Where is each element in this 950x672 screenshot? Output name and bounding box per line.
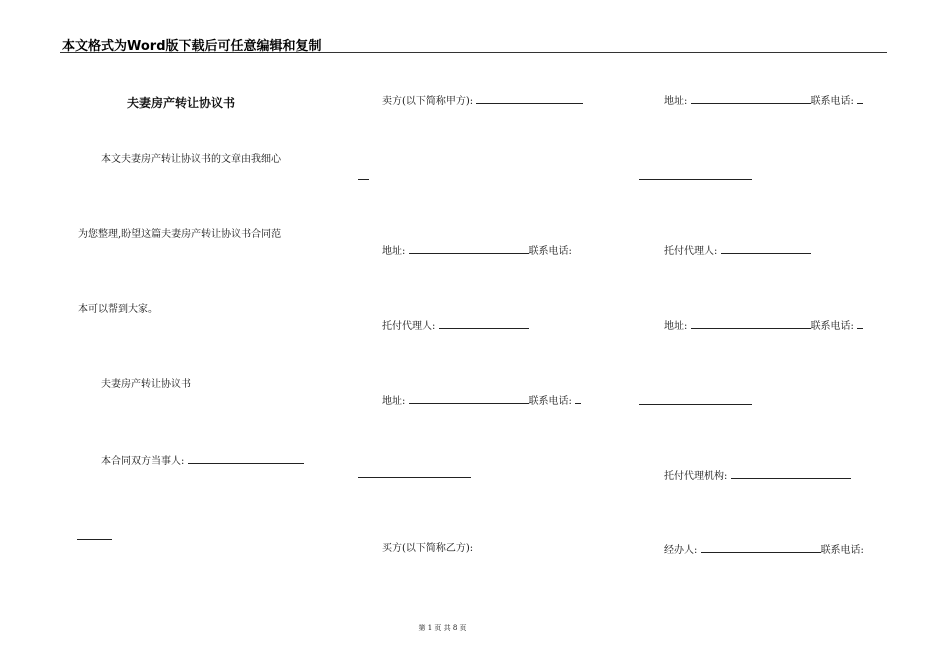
parties-blank-continued	[77, 539, 112, 540]
buyer-label: 买方(以下简称乙方):	[382, 543, 474, 554]
address-label: 地址:	[664, 321, 688, 332]
handler-phone-label: 联系电话:	[820, 545, 864, 556]
address-blank	[691, 319, 811, 329]
seller-agent-line	[382, 319, 529, 333]
phone-blank	[575, 394, 581, 404]
agent-blank	[721, 244, 811, 254]
col3-agent-line	[664, 244, 811, 258]
header-text: 本文格式为Word版下载后可任意编辑和复制	[62, 39, 322, 54]
seller-blank-continued	[358, 179, 369, 180]
phone-blank-continued	[358, 477, 471, 478]
address-blank	[409, 244, 529, 254]
seller-address-phone-line	[382, 244, 572, 258]
handler-blank	[701, 543, 821, 553]
address-label: 地址:	[664, 96, 688, 107]
phone-blank-continued	[639, 179, 752, 180]
col3-address-phone-line-1	[664, 94, 863, 108]
seller-label: 卖方(以下简称甲方):	[382, 96, 474, 107]
agent-label: 托付代理人:	[382, 321, 436, 332]
seller-line	[382, 94, 583, 108]
phone-blank	[857, 319, 863, 329]
page-number: 第 1 页 共 8 页	[418, 624, 467, 632]
phone-label: 联系电话:	[810, 321, 854, 332]
parties-line	[101, 454, 304, 468]
seller-agent-address-phone-line	[382, 394, 581, 408]
phone-label: 联系电话:	[528, 396, 572, 407]
phone-label: 联系电话:	[528, 246, 572, 257]
address-label: 地址:	[382, 396, 406, 407]
address-blank	[409, 394, 529, 404]
agency-blank	[731, 469, 851, 479]
address-label: 地址:	[382, 246, 406, 257]
address-blank	[691, 94, 811, 104]
agent-blank	[439, 319, 529, 329]
phone-label: 联系电话:	[810, 96, 854, 107]
intro-line-1: 本文夫妻房产转让协议书的文章由我细心	[101, 154, 281, 165]
handler-label: 经办人:	[664, 545, 698, 556]
parties-blank	[188, 454, 304, 464]
phone-blank-continued	[639, 404, 752, 405]
col3-address-phone-line-2	[664, 319, 863, 333]
agency-label: 托付代理机构:	[664, 471, 728, 482]
agent-label: 托付代理人:	[664, 246, 718, 257]
intro-line-2: 为您整理,盼望这篇夫妻房产转让协议书合同范	[78, 229, 282, 240]
contract-subtitle: 夫妻房产转让协议书	[101, 379, 191, 390]
col3-agency-line	[664, 469, 851, 483]
parties-label: 本合同双方当事人:	[101, 456, 185, 467]
col3-handler-line	[664, 543, 864, 557]
intro-line-3: 本可以帮到大家。	[78, 304, 158, 315]
seller-blank	[476, 94, 583, 104]
document-title: 夫妻房产转让协议书	[127, 96, 236, 110]
phone-blank	[857, 94, 863, 104]
document-header	[60, 34, 887, 53]
